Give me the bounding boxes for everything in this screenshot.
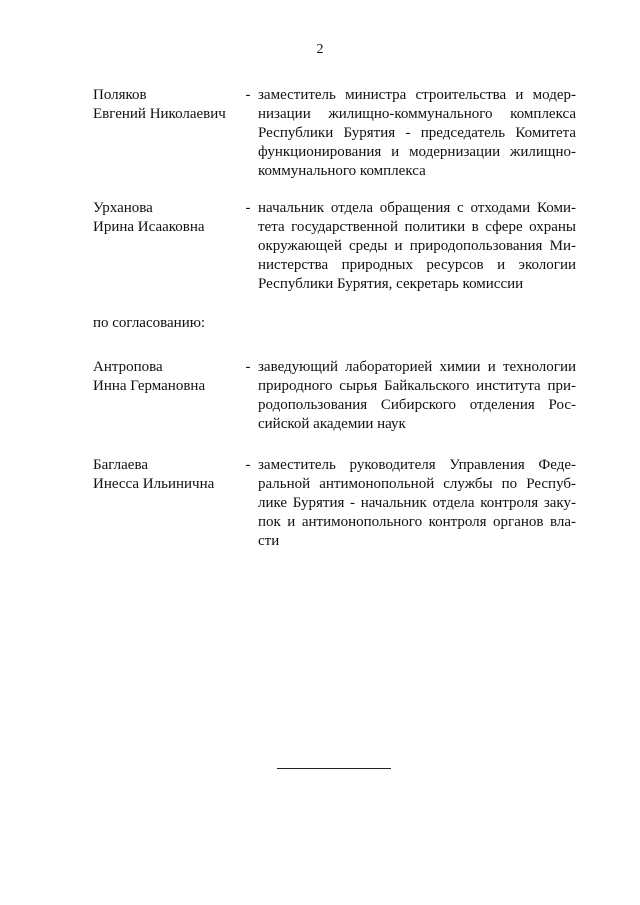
- separator-dash: -: [245, 200, 251, 216]
- member-given-names: Инесса Ильинична: [93, 476, 215, 492]
- section-label: по согласованию:: [93, 315, 206, 331]
- position-line: заведующий лабораторией химии и технологии: [258, 359, 576, 375]
- member-surname: Баглаева: [93, 457, 149, 473]
- position-line: коммунального комплекса: [258, 163, 426, 179]
- position-line: Республики Бурятия - председатель Комитета: [258, 125, 576, 141]
- member-given-names: Ирина Исааковна: [93, 219, 205, 235]
- position-line: сти: [258, 533, 280, 549]
- position-line: начальник отдела обращения с отходами Коми-: [258, 200, 576, 216]
- position-line: функционирования и модернизации жилищно-: [258, 144, 576, 160]
- member-surname: Урханова: [93, 200, 153, 216]
- position-line: тета государственной политики в сфере охраны: [258, 219, 576, 235]
- separator-dash: -: [245, 87, 251, 103]
- position-line: родопользования Сибирского отделения Рос-: [258, 397, 576, 413]
- position-line: природного сырья Байкальского института при-: [258, 378, 576, 394]
- page-number: 2: [316, 42, 324, 57]
- separator-dash: -: [245, 457, 251, 473]
- position-line: заместитель руководителя Управления Феде-: [258, 457, 576, 473]
- member-name: [93, 456, 243, 494]
- member-surname: Поляков: [93, 87, 147, 103]
- member-name: [93, 199, 243, 237]
- member-position: [258, 199, 576, 294]
- member-position: [258, 456, 576, 551]
- member-name: [93, 358, 243, 396]
- position-line: нистерства природных ресурсов и экологии: [258, 257, 576, 273]
- member-surname: Антропова: [93, 359, 163, 375]
- member-position: [258, 358, 576, 434]
- position-line: ральной антимонопольной службы по Респуб-: [258, 476, 576, 492]
- position-line: пок и антимонопольного контроля органов вла-: [258, 514, 576, 530]
- member-position: [258, 86, 576, 181]
- member-name: [93, 86, 243, 124]
- position-line: окружающей среды и природопользования Ми-: [258, 238, 576, 254]
- member-given-names: Евгений Николаевич: [93, 106, 226, 122]
- position-line: низации жилищно-коммунального комплекса: [258, 106, 576, 122]
- separator-dash: -: [245, 359, 251, 375]
- position-line: лике Бурятия - начальник отдела контроля заку-: [258, 495, 576, 511]
- position-line: сийской академии наук: [258, 416, 406, 432]
- member-given-names: Инна Германовна: [93, 378, 206, 394]
- position-line: Республики Бурятия, секретарь комиссии: [258, 276, 524, 292]
- position-line: заместитель министра строительства и модер-: [258, 87, 576, 103]
- end-of-document-rule: [277, 768, 391, 769]
